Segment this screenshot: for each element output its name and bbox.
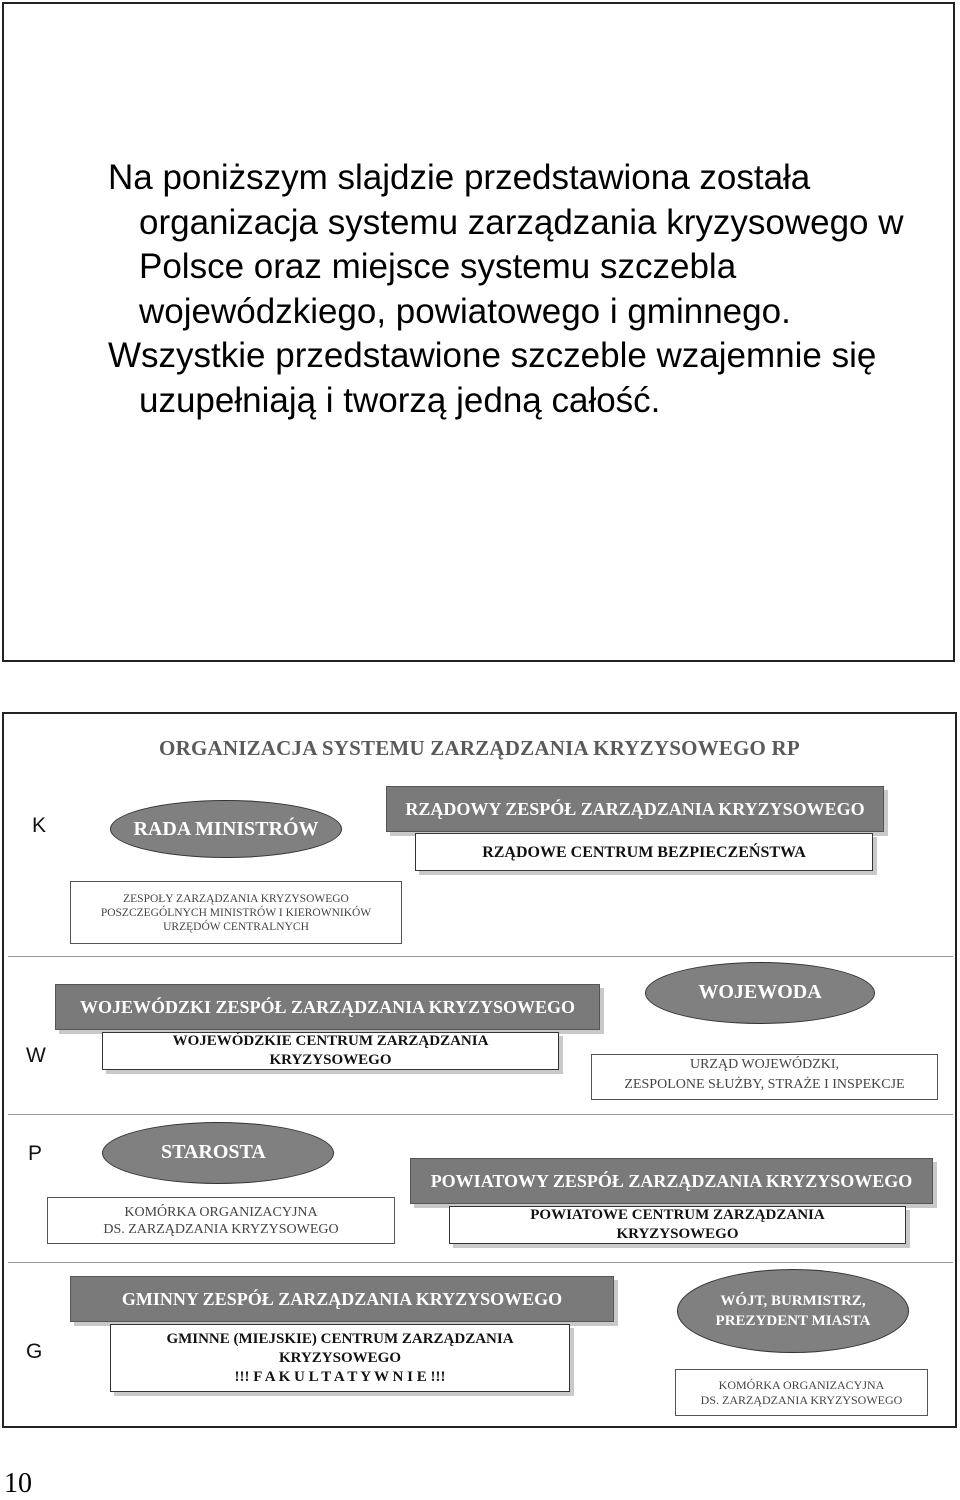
wojewoda-node: WOJEWODA: [645, 962, 875, 1024]
fakultatywnie-note: !!! F A K U L T A T Y W N I E !!!: [234, 1368, 446, 1385]
starosta-node: STAROSTA: [102, 1122, 334, 1184]
komorka-line: DS. ZARZĄDZANIA KRYZYSOWEGO: [103, 1221, 339, 1237]
rada-ministrow-node: RADA MINISTRÓW: [110, 800, 342, 858]
wojewodzki-zespol-node: WOJEWÓDZKI ZESPÓŁ ZARZĄDZANIA KRYZYSOWEGO: [55, 984, 600, 1030]
powiatowy-zespol-node: POWIATOWY ZESPÓŁ ZARZĄDZANIA KRYZYSOWEGO: [410, 1158, 933, 1204]
bullet-item: Na poniższym slajdzie przedstawiona została organizacja systemu zarządzania kryzysowego w Polsce oraz miejsce systemu szczebla wojewódzkiego, powiatowego i gminnego.: [108, 158, 904, 331]
wojewodzkie-centrum-node: [102, 1032, 559, 1070]
komorka-powiat-node: [47, 1197, 395, 1244]
rcb-node: RZĄDOWE CENTRUM BEZPIECZEŃSTWA: [415, 833, 873, 871]
level-letter-g: G: [26, 1340, 43, 1363]
zespoly-line: URZĘDÓW CENTRALNYCH: [163, 920, 309, 933]
wojt-line: WÓJT, BURMISTRZ,: [720, 1293, 866, 1309]
text-slide: [2, 2, 955, 662]
centrum-line: KRYZYSOWEGO: [279, 1349, 401, 1366]
level-divider: [8, 1262, 953, 1263]
wojt-line: PREZYDENT MIASTA: [715, 1313, 871, 1329]
urzad-line: ZESPOLONE SŁUŻBY, STRAŻE I INSPEKCJE: [624, 1077, 905, 1092]
centrum-line: KRYZYSOWEGO: [616, 1226, 739, 1242]
bullet-item: Wszystkie przedstawione szczeble wzajemnie się uzupełniają i tworzą jedną całość.: [108, 336, 877, 420]
bullet-list: [108, 156, 908, 423]
centrum-line: WOJEWÓDZKIE CENTRUM ZARZĄDZANIA: [172, 1033, 489, 1049]
komorka-line: KOMÓRKA ORGANIZACYJNA: [718, 1377, 885, 1392]
diagram-title: ORGANIZACJA SYSTEMU ZARZĄDZANIA KRYZYSOWEGO RP: [159, 736, 800, 760]
powiatowe-centrum-node: [449, 1206, 906, 1244]
diagram-slide: [2, 712, 957, 1428]
level-letter-w: W: [26, 1044, 46, 1067]
gminne-centrum-node: [110, 1324, 570, 1392]
komorka-gmina-node: [675, 1369, 928, 1416]
komorka-line: DS. ZARZĄDZANIA KRYZYSOWEGO: [700, 1392, 903, 1407]
urzad-wojewodzki-node: [591, 1054, 938, 1100]
zespoly-line: ZESPOŁY ZARZĄDZANIA KRYZYSOWEGO: [123, 892, 349, 905]
level-divider: [8, 956, 953, 957]
centrum-line: POWIATOWE CENTRUM ZARZĄDZANIA: [530, 1207, 825, 1223]
gminny-zespol-node: GMINNY ZESPÓŁ ZARZĄDZANIA KRYZYSOWEGO: [70, 1276, 614, 1322]
urzad-line: URZĄD WOJEWÓDZKI,: [689, 1057, 840, 1072]
zespoly-ministrow-node: [70, 881, 402, 944]
komorka-line: KOMÓRKA ORGANIZACYJNA: [124, 1204, 318, 1220]
wojt-node: [677, 1269, 909, 1353]
rzadowy-zespol-node: RZĄDOWY ZESPÓŁ ZARZĄDZANIA KRYZYSOWEGO: [386, 786, 884, 832]
centrum-line: GMINNE (MIEJSKIE) CENTRUM ZARZĄDZANIA: [166, 1330, 514, 1347]
level-letter-k: K: [32, 814, 47, 837]
level-letter-p: P: [28, 1142, 43, 1165]
centrum-line: KRYZYSOWEGO: [269, 1052, 392, 1068]
level-divider: [8, 1114, 953, 1115]
zespoly-line: POSZCZEGÓLNYCH MINISTRÓW I KIEROWNIKÓW: [100, 906, 372, 919]
page-number: 10: [4, 1468, 32, 1499]
